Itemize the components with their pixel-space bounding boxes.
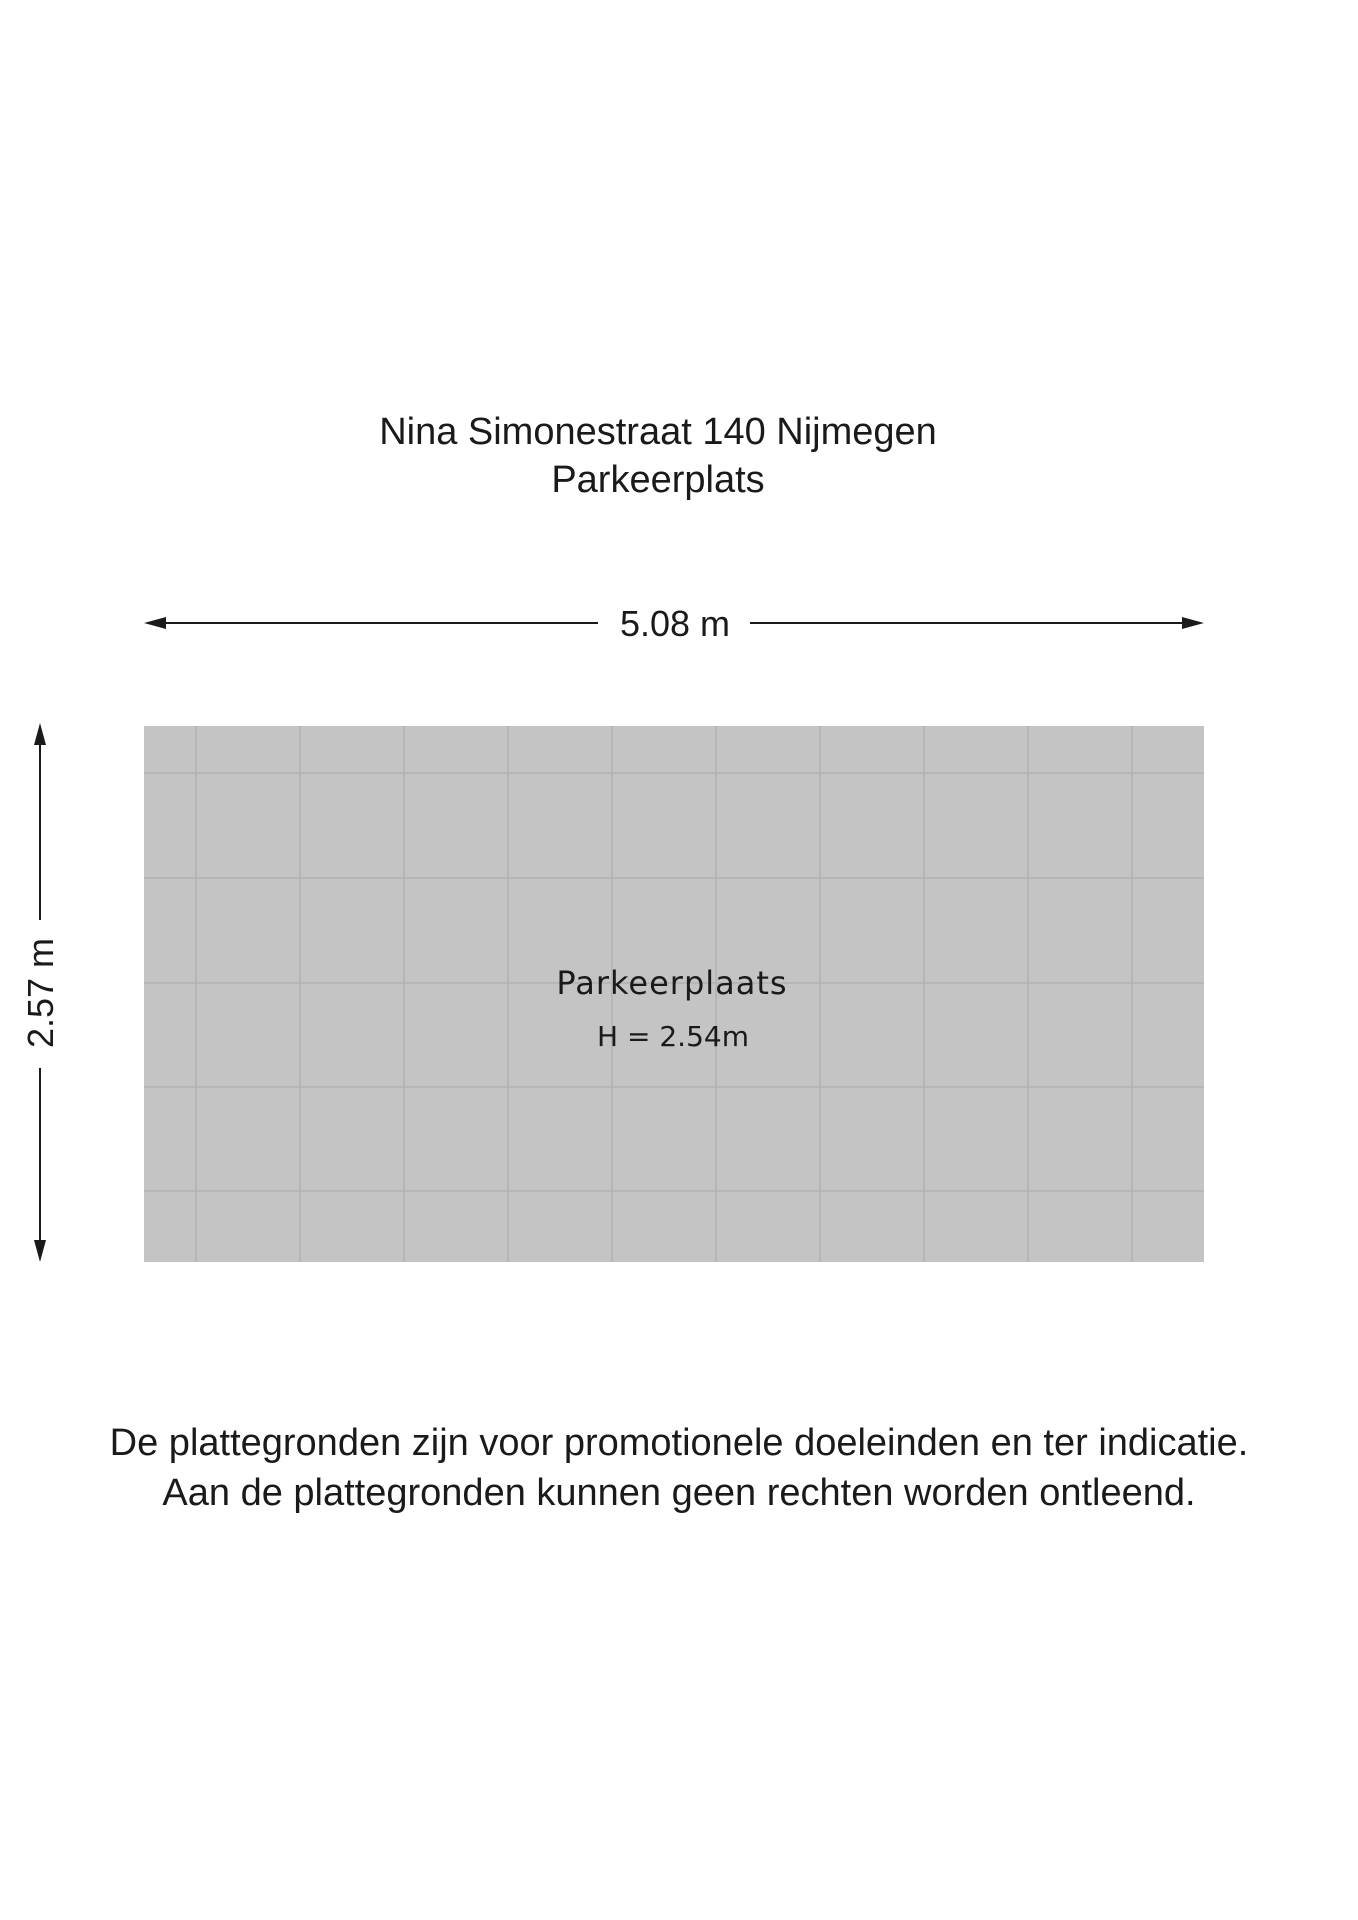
room-height: H = 2.54m <box>597 1020 749 1053</box>
floor-subtitle: Parkeerplats <box>551 459 765 501</box>
room-parkeerplaats <box>144 726 1204 1262</box>
width-arrow-right <box>1182 617 1204 629</box>
room-name: Parkeerplaats <box>556 964 788 1002</box>
width-dimension <box>144 603 1204 644</box>
disclaimer-line-1: De plattegronden zijn voor promotionele doeleinden en ter indicatie. <box>109 1422 1249 1464</box>
depth-label: 2.57 m <box>20 937 61 1049</box>
width-label: 5.08 m <box>619 603 731 644</box>
disclaimer-line-2: Aan de plattegronden kunnen geen rechten worden ontleend. <box>162 1472 1196 1514</box>
disclaimer <box>0 1418 1358 1518</box>
depth-dimension <box>20 723 61 1262</box>
address-title: Nina Simonestraat 140 Nijmegen <box>379 411 937 453</box>
depth-arrow-bottom <box>34 1240 46 1262</box>
